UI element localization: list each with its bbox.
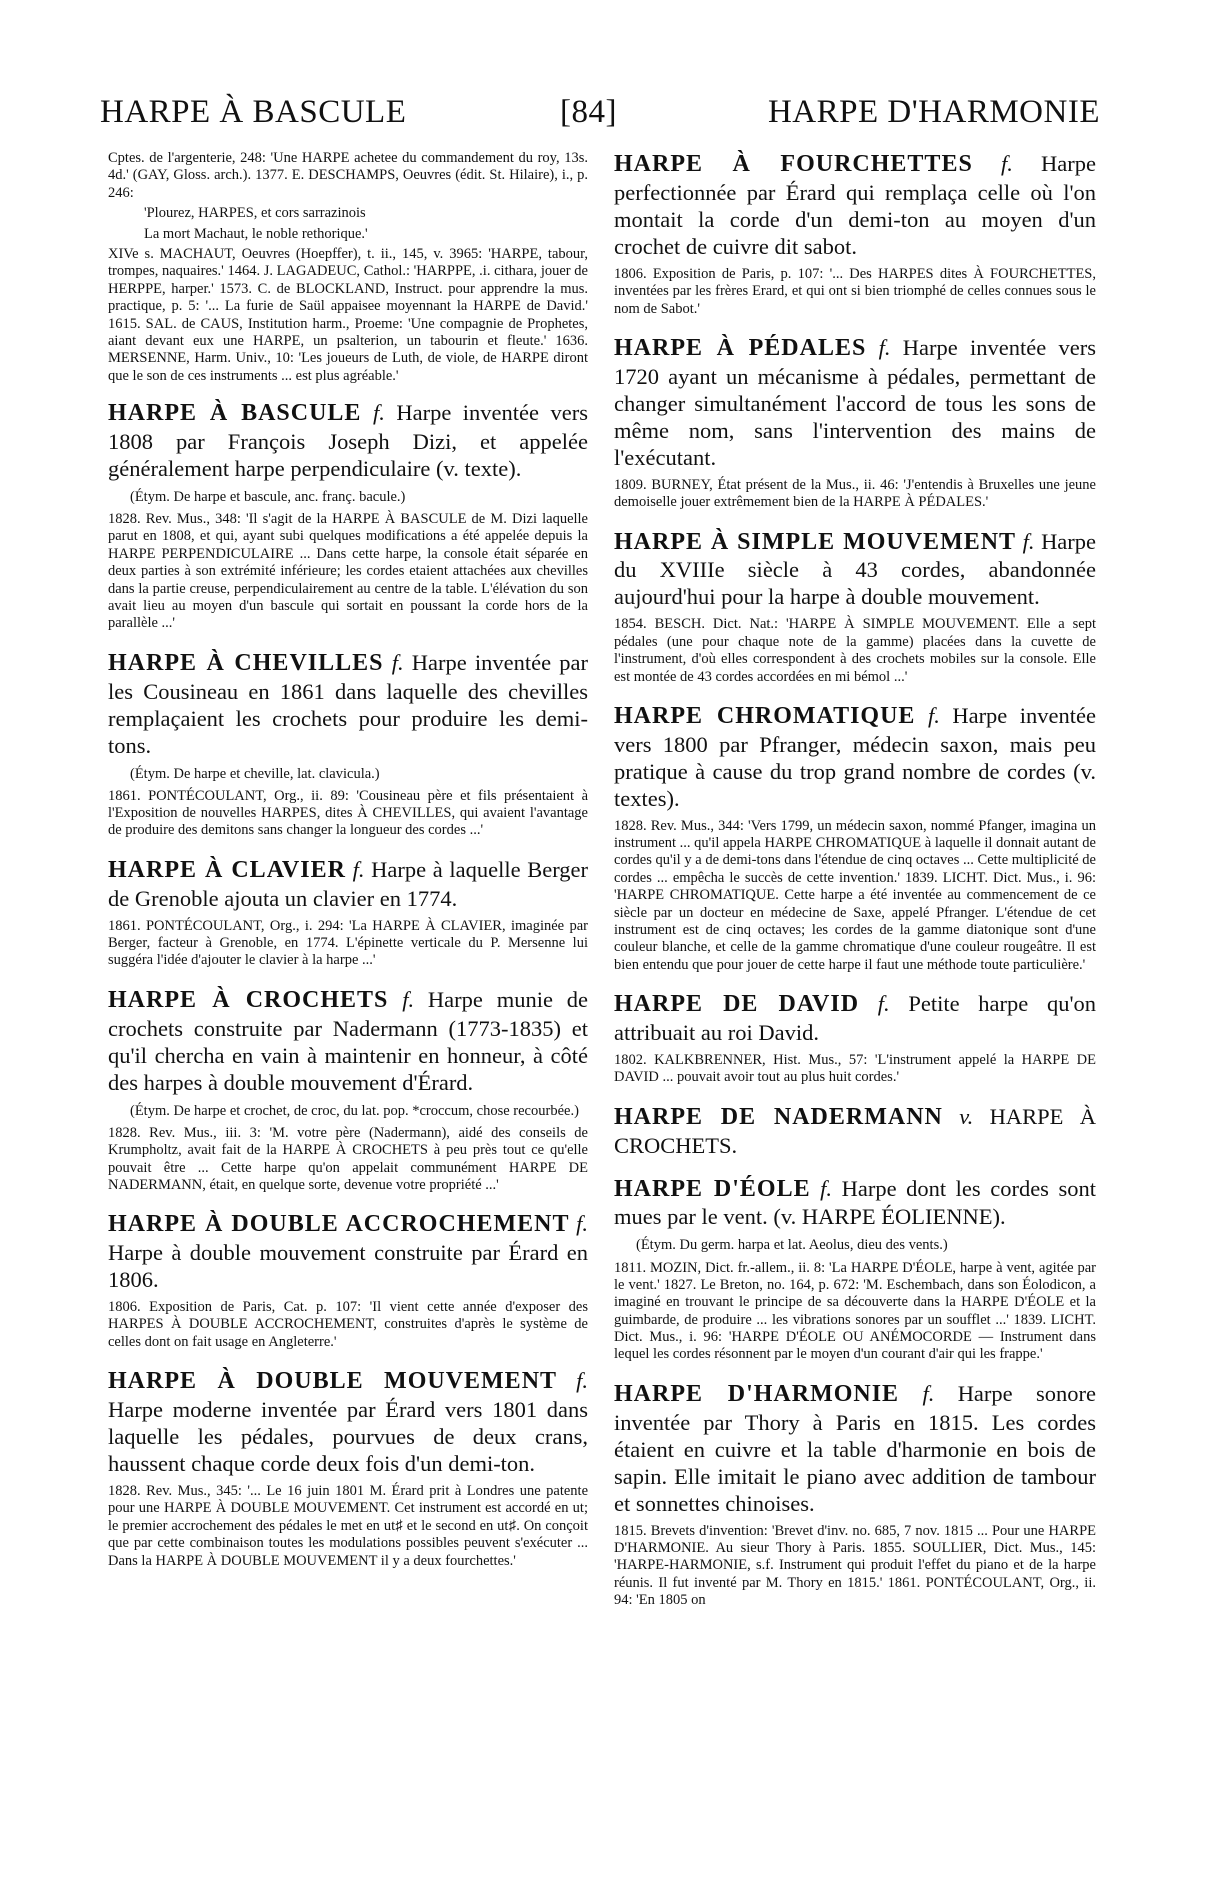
continuation-line: Cptes. de l'argenterie, 248: 'Une HARPE achetee du commandement du roy, 13s. 4d.' (GAY, Gloss. arch.). 1377. E. DESCHAMPS, Oeuvres (édit. St. Hilaire), i., p. 246:	[108, 150, 588, 201]
entry-headword: HARPE À PÉDALES	[614, 334, 867, 361]
entry-headword: HARPE À BASCULE	[108, 400, 362, 427]
entry-definition: Harpe munie de crochets construite par Nadermann (1773-1835) et qu'il chercha en vain à maintenir en honneur, à côté des harpes à double mouvement d'Érard.	[108, 986, 588, 1095]
continuation-line: La mort Machaut, le noble rethorique.'	[144, 225, 368, 242]
continuation-citations	[108, 150, 588, 385]
entry-citation: 1861. PONTÉCOULANT, Org., ii. 89: 'Cousineau père et fils présentaient à l'Exposition de nouvelles HARPES, dites À CHEVILLES, qui avaient l'avantage de produire des demitons sans changer la longueur des cordes ...'	[108, 787, 588, 839]
entry-definition: Harpe perfectionnée par Érard qui remplaça celle où l'on montait la corde d'un demi-ton au moyen d'un crochet de cuivre dit sabot.	[614, 151, 1096, 259]
entry-citation: 1828. Rev. Mus., iii. 3: 'M. votre père (Nadermann), aidé des conseils de Krumpholtz, avait fait de la HARPE À CROCHETS à peu près tout ce qu'elle pouvait être ... Cette harpe qu'on appelait communément HARPE DE NADERMANN, était, en quelque sorte, devenue votre propriété ...'	[108, 1124, 588, 1193]
page-number: [84]	[560, 94, 617, 130]
entry-definition: Harpe inventée vers 1808 par François Joseph Dizi, et appelée généralement harpe perpendiculaire (v. texte).	[108, 400, 589, 481]
entry-citation: 1815. Brevets d'invention: 'Brevet d'inv. no. 685, 7 nov. 1815 ... Pour une HARPE D'HARMONIE. Au sieur Thory à Paris. 1855. SOULLIER, Dict. Mus., 145: 'HARPE-HARMONIE, s.f. Instrument qui produit l'effet du piano et de la harpe réunis. Il fut inventé par M. Thory en 1815.' 1861. PONTÉCOULANT, Org., ii. 94: 'En 1805 on	[614, 1522, 1096, 1609]
entry-citation: 1809. BURNEY, État présent de la Mus., ii. 46: 'J'entendis à Bruxelles une jeune demoiselle jouer extrêmement bien de la HARPE À PÉDALES.'	[614, 476, 1096, 511]
entry-head	[614, 1175, 1096, 1231]
entry-headword: HARPE À FOURCHETTES	[614, 151, 973, 177]
entry-head	[108, 856, 588, 912]
entry-definition: Harpe inventée vers 1800 par Pfranger, médecin saxon, mais peu pratique à cause du trop grand nombre de cordes (v. textes).	[614, 702, 1097, 811]
entry-head	[108, 1367, 588, 1477]
dictionary-entry	[108, 986, 588, 1194]
entry-head	[108, 986, 588, 1096]
entry-definition: Harpe à double mouvement construite par Érard en 1806.	[108, 1240, 588, 1293]
entry-definition: HARPE À CROCHETS.	[614, 1103, 1096, 1158]
entry-definition: Harpe sonore inventée par Thory à Paris en 1815. Les cordes étaient en cuivre et la table d'harmonie en bois de sapin. Elle imitait le piano avec addition de tambour et sonnettes chinoises.	[614, 1380, 1096, 1516]
entry-gender: f.	[576, 1211, 588, 1237]
entry-citation: 1828. Rev. Mus., 344: 'Vers 1799, un médecin saxon, nommé Pfanger, imagina un instrument ... qu'il appela HARPE CHROMATIQUE à laquelle il donnait autant de cordes qu'il y a de demi-tons dans l'étendue de cinq octaves ... Cette multiplicité de cordes ... empêcha le succès de cette invention.' 1839. LICHT. Dict. Mus., i. 96: 'HARPE CHROMATIQUE. Cette harpe a été inventée au commencement de ce siècle par un docteur en médecine de Saxe, appelé Pfranger. L'étendue de cet instrument est de cinq octaves; les cordes de la gamme diatonique sont d'une couleur blanche, et celle de la gamme chromatique d'une couleur rougeâtre. Il est bien entendu que pour jouer de cette harpe il faut une méthode toute particulière.'	[614, 817, 1096, 973]
dictionary-entry	[614, 990, 1096, 1087]
entry-citation: 1861. PONTÉCOULANT, Org., i. 294: 'La HARPE À CLAVIER, imaginée par Berger, facteur à Grenoble, en 1774. L'épinette verticale du P. Mersenne lui suggéra l'idée d'ajouter le clavier à la harpe ...'	[108, 917, 588, 969]
entry-citation: 1828. Rev. Mus., 348: 'Il s'agit de la HARPE À BASCULE de M. Dizi laquelle parut en 1808, et qui, ayant subi quelques modifications a été appelée depuis la HARPE PERPENDICULAIRE ... Dans cette harpe, la console était séparée en deux parties à son extrémité inférieure; les cordes etaient attachées aux chevilles dans la partie creuse, perpendiculairement au centre de la table. L'élévation du son avait lieu au moyen d'un bascule qui sortait en poussant la corde hors de la parallèle ...'	[108, 511, 588, 632]
right-column	[614, 150, 1096, 1626]
entry-gender: f.	[402, 986, 415, 1012]
entry-etymology: (Étym. Du germ. harpa et lat. Aeolus, dieu des vents.)	[636, 1237, 948, 1254]
entry-gender: f.	[927, 702, 940, 728]
dictionary-entry	[108, 649, 588, 840]
entry-gender: v.	[959, 1103, 974, 1129]
entry-headword: HARPE À DOUBLE MOUVEMENT	[108, 1368, 558, 1395]
entry-headword: HARPE D'ÉOLE	[614, 1175, 811, 1202]
entry-definition: Harpe inventée par les Cousineau en 1861 dans laquelle des chevilles remplaçaient les crochets pour produire les demi-tons.	[108, 649, 589, 758]
entry-etymology: (Étym. De harpe et bascule, anc. franç. bacule.)	[130, 488, 406, 505]
entry-gender: f.	[372, 400, 385, 426]
dictionary-entry	[108, 856, 588, 970]
dictionary-entry	[614, 702, 1096, 974]
dictionary-entry	[614, 1380, 1096, 1610]
entry-gender: f.	[352, 856, 365, 882]
entry-headword: HARPE DE DAVID	[614, 991, 860, 1018]
entry-headword: HARPE DE NADERMANN	[614, 1103, 943, 1130]
entry-gender: f.	[1022, 528, 1035, 554]
dictionary-entry	[108, 1210, 588, 1351]
entry-etymology: (Étym. De harpe et cheville, lat. clavicula.)	[130, 765, 380, 782]
entry-head	[614, 334, 1096, 471]
entry-head	[614, 702, 1096, 812]
dictionary-entry	[614, 334, 1096, 512]
entry-citation: 1806. Exposition de Paris, Cat. p. 107: 'Il vient cette année d'exposer des HARPES À DOUBLE ACCROCHEMENT, construites d'après le système de celles dont on fait usage en Angleterre.'	[108, 1299, 588, 1350]
entry-head	[614, 1380, 1096, 1517]
entry-headword: HARPE À SIMPLE MOUVEMENT	[614, 528, 1017, 555]
entry-citation: 1854. BESCH. Dict. Nat.: 'HARPE À SIMPLE MOUVEMENT. Elle a sept pédales (une pour chaque note de la gamme) placées dans la cuvette de l'instrument, d'où elles correspondent à des crochets mobiles sur la console. Elle est montée de 43 cordes accordées en mi bémol ...'	[614, 616, 1096, 685]
entry-definition: Petite harpe qu'on attribuait au roi David.	[614, 991, 1097, 1046]
continuation-line: 'Plourez, HARPES, et cors sarrazinois	[144, 205, 366, 222]
dictionary-entry	[614, 528, 1096, 686]
header-left-guide-word: HARPE À BASCULE	[100, 94, 407, 130]
dictionary-entry	[614, 1175, 1096, 1364]
entry-headword: HARPE À DOUBLE ACCROCHEMENT	[108, 1211, 570, 1238]
entry-definition: Harpe dont les cordes sont mues par le vent. (v. HARPE ÉOLIENNE).	[614, 1175, 1096, 1230]
left-column	[108, 150, 588, 1586]
entry-gender: f.	[576, 1368, 588, 1394]
entry-headword: HARPE À CROCHETS	[108, 986, 389, 1013]
entry-headword: HARPE À CLAVIER	[108, 856, 346, 883]
dictionary-entry	[108, 399, 588, 633]
entry-definition: Harpe à laquelle Berger de Grenoble ajouta un clavier en 1774.	[108, 856, 589, 911]
entry-head	[614, 990, 1096, 1046]
entry-citation: 1806. Exposition de Paris, p. 107: '... Des HARPES dites À FOURCHETTES, inventées par les frères Erard, et qui ont si bien triomphé de celles connues sous le nom de Sabot.'	[614, 265, 1096, 317]
entry-head	[108, 1210, 588, 1293]
entry-etymology: (Étym. De harpe et crochet, de croc, du lat. pop. *croccum, chose recourbée.)	[130, 1102, 579, 1119]
entry-gender: f.	[877, 991, 890, 1017]
entry-headword: HARPE À CHEVILLES	[108, 649, 384, 676]
entry-definition: Harpe inventée vers 1720 ayant un mécanisme à pédales, permettant de changer simultanément l'accord de tous les sons de même nom, sans l'intervention des mains de l'exécutant.	[614, 334, 1097, 470]
running-header	[100, 96, 1100, 146]
entry-citation: 1828. Rev. Mus., 345: '... Le 16 juin 1801 M. Érard prit à Londres une patente pour une HARPE À DOUBLE MOUVEMENT. Cet instrument est accordé en ut; le premier accrochement des pédales le met en ut♯ et le second en ut♯. On conçoit que par cette combinaison toutes les modulations possibles peuvent s'exécuter ... Dans la HARPE À DOUBLE MOUVEMENT il y a deux fourchettes.'	[108, 1483, 588, 1569]
entry-head	[614, 528, 1096, 611]
entry-gender: f.	[820, 1175, 833, 1201]
entry-head	[614, 1103, 1096, 1159]
entry-head	[108, 399, 588, 482]
dictionary-entry	[614, 1103, 1096, 1159]
entry-definition: Harpe moderne inventée par Érard vers 1801 dans laquelle les pédales, pourvues de deux crans, haussent chaque corde deux fois d'un demi-ton.	[108, 1397, 588, 1477]
entry-gender: f.	[1000, 151, 1013, 176]
entry-head	[614, 150, 1096, 260]
entry-gender: f.	[922, 1380, 935, 1406]
dictionary-entry	[108, 1367, 588, 1570]
entry-gender: f.	[878, 334, 891, 360]
dictionary-entry	[614, 150, 1096, 318]
entry-head	[108, 649, 588, 759]
entry-definition: Harpe du XVIIIe siècle à 43 cordes, abandonnée aujourd'hui pour la harpe à double mouvement.	[614, 528, 1097, 610]
continuation-line: XIVe s. MACHAUT, Oeuvres (Hoepffer), t. ii., 145, v. 3965: 'HARPE, tabour, trompes, naquaires.' 1464. J. LAGADEUC, Cathol.: 'HARPPE, .i. cithara, jouer de HERPPE, harper.' 1573. C. de BLOCKLAND, Instruct. pour apprendre la mus. practique, p. 5: '... La furie de Saül appaisee moyennant la HARPE de David.' 1615. SAL. de CAUS, Institution harm., Proeme: 'Une compagnie de Prophetes, aiant devant eux une HARPE, un psalterion, un tabourin et fleute.' 1636. MERSENNE, Harm. Univ., 10: 'Les joueurs de Luth, de viole, de HARPE diront que le son de ces instruments ... est plus agréable.'	[108, 245, 588, 384]
entry-gender: f.	[391, 649, 404, 675]
entry-headword: HARPE D'HARMONIE	[614, 1380, 900, 1407]
entry-headword: HARPE CHROMATIQUE	[614, 702, 916, 729]
header-right-guide-word: HARPE D'HARMONIE	[767, 94, 1100, 130]
entry-citation: 1811. MOZIN, Dict. fr.-allem., ii. 8: 'La HARPE D'ÉOLE, harpe à vent, agitée par le vent.' 1827. Le Breton, no. 164, p. 672: 'M. Eschembach, dans son Éolodicon, a imaginé en trouvant le principe de sa découverte dans la HARPE D'ÉOLE et la guimbarde, de produire ... les vibrations sonores par un soufflet ...' 1839. LICHT. Dict. Mus., i. 96: 'HARPE D'ÉOLE OU ANÉMOCORDE — Instrument dans lequel les cordes résonnent par le moyen d'un courant d'air qui les frappe.'	[614, 1259, 1096, 1363]
entry-citation: 1802. KALKBRENNER, Hist. Mus., 57: 'L'instrument appelé la HARPE DE DAVID ... pouvait avoir tout au plus huit cordes.'	[614, 1052, 1096, 1086]
